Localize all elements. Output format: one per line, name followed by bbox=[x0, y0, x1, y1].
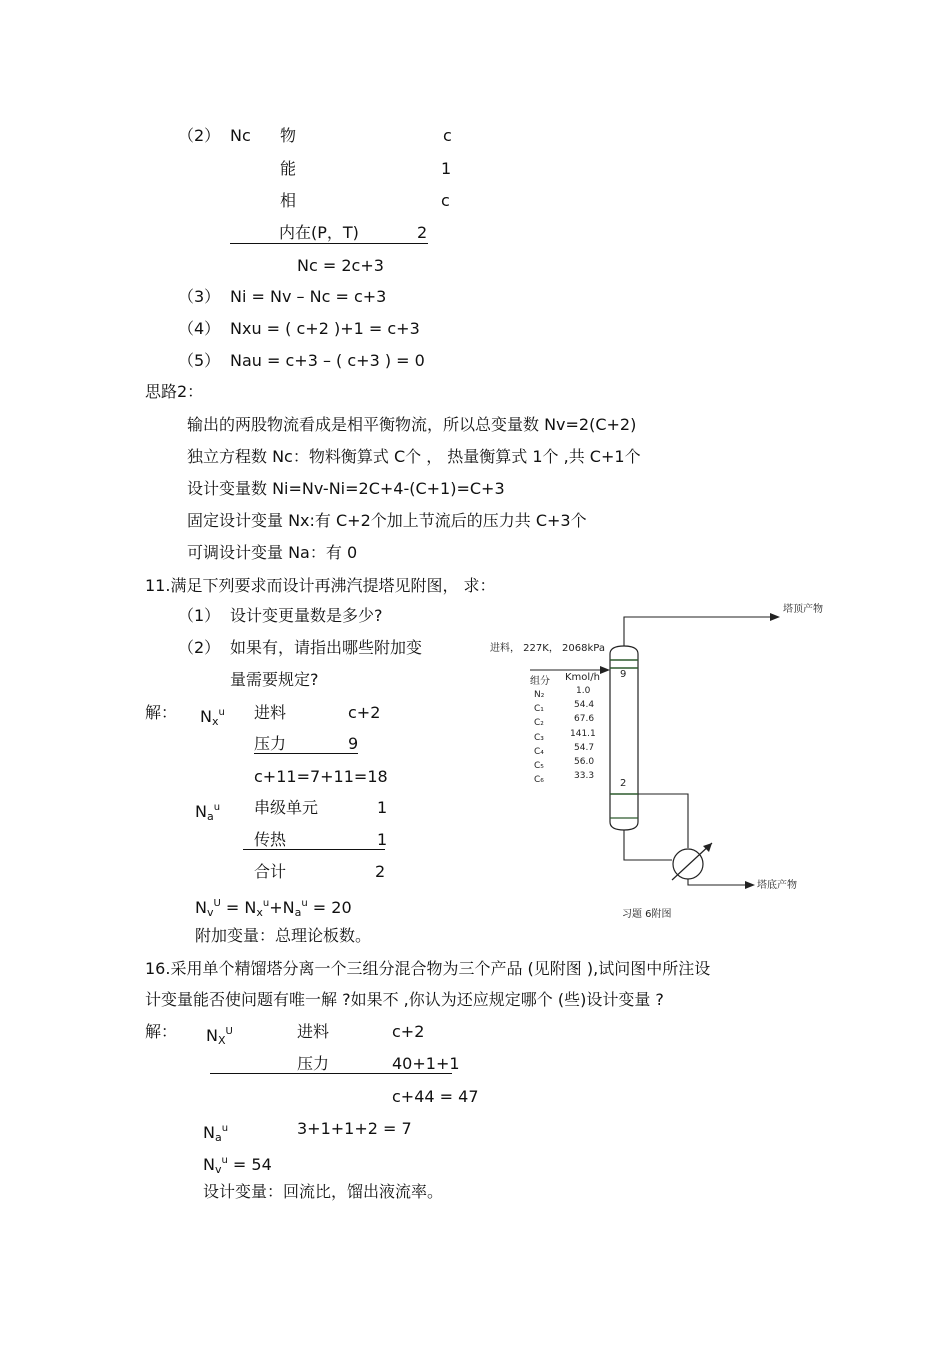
q16-title-line-2: 计变量能否使问题有唯一解 ?如果不 ,你认为还应规定哪个 (些)设计变量 ? bbox=[145, 990, 664, 1009]
q16-title-line-1: 16.采用单个精馏塔分离一个三组分混合物为三个产品 (见附图 ),试问图中所注设 bbox=[145, 959, 711, 978]
component-c4: C₄ bbox=[534, 747, 544, 757]
q16-feed-value: c+2 bbox=[392, 1022, 425, 1041]
q11-nx-symbol: $N_x^u$ bbox=[200, 707, 225, 728]
q11-heat-label: 传热 bbox=[254, 830, 287, 849]
q11-series-label: 串级单元 bbox=[254, 798, 319, 817]
q11-series-value: 1 bbox=[377, 798, 388, 817]
q11-solution-label: 解： bbox=[145, 703, 178, 722]
q11-sum-label: 合计 bbox=[254, 862, 287, 881]
q16-na-symbol: $N_a^u$ bbox=[203, 1123, 229, 1144]
q11-sum-value: 2 bbox=[375, 862, 386, 881]
q11-nv-equation: $N_v^U = N_x^u+N_a^u = 20$ bbox=[195, 898, 352, 919]
overhead-line bbox=[624, 617, 770, 646]
row-energy-value: 1 bbox=[441, 159, 452, 178]
q11-feed-value: c+2 bbox=[348, 703, 381, 722]
q11-sub1-text: 设计变更量数是多少? bbox=[230, 606, 383, 625]
idea2-line-1: 输出的两股物流看成是相平衡物流，所以总变量数 Nv=2(C+2) bbox=[187, 415, 637, 434]
q11-sub2-number: （2） bbox=[178, 638, 221, 657]
q11-pressure-label: 压力 bbox=[254, 734, 287, 753]
q16-nx-symbol: $N_X^U$ bbox=[206, 1026, 233, 1047]
q11-sub1-number: （1） bbox=[178, 606, 221, 625]
component-c5: C₅ bbox=[534, 761, 544, 771]
q16-solution-label: 解： bbox=[145, 1022, 178, 1041]
q16-na-value: 3+1+1+2 = 7 bbox=[297, 1119, 412, 1138]
equation-nau: Nau = c+3 – ( c+3 ) = 0 bbox=[230, 351, 425, 370]
component-c6: C₆ bbox=[534, 775, 544, 785]
q11-feed-label: 进料 bbox=[254, 703, 287, 722]
nc-total: Nc = 2c+3 bbox=[297, 256, 384, 275]
q11-nx-total: c+11=7+11=18 bbox=[254, 767, 388, 786]
row-material-label: 物 bbox=[280, 126, 297, 145]
idea2-title: 思路2： bbox=[145, 382, 204, 401]
q11-na-symbol: $N_a^u$ bbox=[195, 802, 221, 823]
row-intrinsic-value: 2 bbox=[417, 223, 428, 242]
q16-pressure-value: 40+1+1 bbox=[392, 1054, 460, 1073]
reboiler-vapor-return bbox=[638, 794, 688, 848]
top-product-label: 塔顶产物 bbox=[783, 604, 823, 615]
q11-title: 11.满足下列要求而设计再沸汽提塔见附图， 求： bbox=[145, 576, 496, 595]
item-number-3: （3） bbox=[178, 287, 221, 306]
row-phase-label: 相 bbox=[280, 191, 297, 210]
q16-pressure-label: 压力 bbox=[297, 1054, 330, 1073]
component-c3: C₃ bbox=[534, 733, 544, 743]
tray-top-number: 9 bbox=[620, 669, 627, 680]
bottoms-line bbox=[624, 830, 672, 860]
feed-conditions-label: 进料， 227K， 2068kPa bbox=[490, 643, 605, 654]
q16-feed-label: 进料 bbox=[297, 1022, 330, 1041]
q16-nv-equation: $N_v^u = 54$ bbox=[203, 1155, 272, 1176]
figure-caption: 习题 6附图 bbox=[622, 909, 672, 920]
row-material-value: c bbox=[443, 126, 452, 145]
item-number-2: （2） bbox=[178, 126, 221, 145]
q11-heat-value: 1 bbox=[377, 830, 388, 849]
nc-symbol: Nc bbox=[230, 126, 251, 145]
flow-c6: 33.3 bbox=[574, 771, 595, 781]
idea2-line-4: 固定设计变量 Nx:有 C+2个加上节流后的压力共 C+3个 bbox=[187, 511, 587, 530]
component-header: 组分 bbox=[530, 676, 550, 687]
bottom-product-arrow bbox=[745, 881, 755, 889]
row-intrinsic-label: 内在(P，T) bbox=[279, 223, 359, 242]
flow-unit-header: Kmol/h bbox=[565, 672, 600, 683]
item-number-4: （4） bbox=[178, 319, 221, 338]
component-c2: C₂ bbox=[534, 718, 544, 728]
tray-bottom-number: 2 bbox=[620, 778, 627, 789]
flow-n2: 1.0 bbox=[576, 686, 591, 696]
component-n2: N₂ bbox=[534, 690, 545, 700]
idea2-line-2: 独立方程数 Nc：物料衡算式 C个 ， 热量衡算式 1个 ,共 C+1个 bbox=[187, 447, 641, 466]
row-energy-label: 能 bbox=[280, 159, 297, 178]
q16-nx-total: c+44 = 47 bbox=[392, 1087, 479, 1106]
q11-extra-variable: 附加变量：总理论板数。 bbox=[195, 926, 372, 945]
item-number-5: （5） bbox=[178, 351, 221, 370]
flow-c3: 141.1 bbox=[570, 729, 596, 739]
flow-c5: 56.0 bbox=[574, 757, 595, 767]
q11-pressure-value: 9 bbox=[348, 734, 359, 753]
row-phase-value: c bbox=[441, 191, 450, 210]
idea2-line-5: 可调设计变量 Na：有 0 bbox=[187, 543, 358, 562]
equation-ni: Ni = Nv – Nc = c+3 bbox=[230, 287, 387, 306]
q16-design-variables: 设计变量：回流比，馏出液流率。 bbox=[203, 1182, 444, 1201]
flow-c4: 54.7 bbox=[574, 743, 595, 753]
component-c1: C₁ bbox=[534, 704, 544, 714]
flow-c2: 67.6 bbox=[574, 714, 595, 724]
overhead-arrow bbox=[770, 613, 780, 621]
q16-nx-rule bbox=[210, 1073, 452, 1074]
bottom-product-label: 塔底产物 bbox=[757, 880, 797, 891]
idea2-line-3: 设计变量数 Ni=Nv-Ni=2C+4-(C+1)=C+3 bbox=[187, 479, 505, 498]
equation-nxu: Nxu = ( c+2 )+1 = c+3 bbox=[230, 319, 420, 338]
feed-arrow bbox=[600, 666, 610, 674]
q11-sub2-text-b: 量需要规定? bbox=[230, 670, 319, 689]
bottom-product-line bbox=[688, 879, 745, 885]
flow-c1: 54.4 bbox=[574, 700, 595, 710]
q11-sub2-text-a: 如果有，请指出哪些附加变 bbox=[230, 638, 423, 657]
